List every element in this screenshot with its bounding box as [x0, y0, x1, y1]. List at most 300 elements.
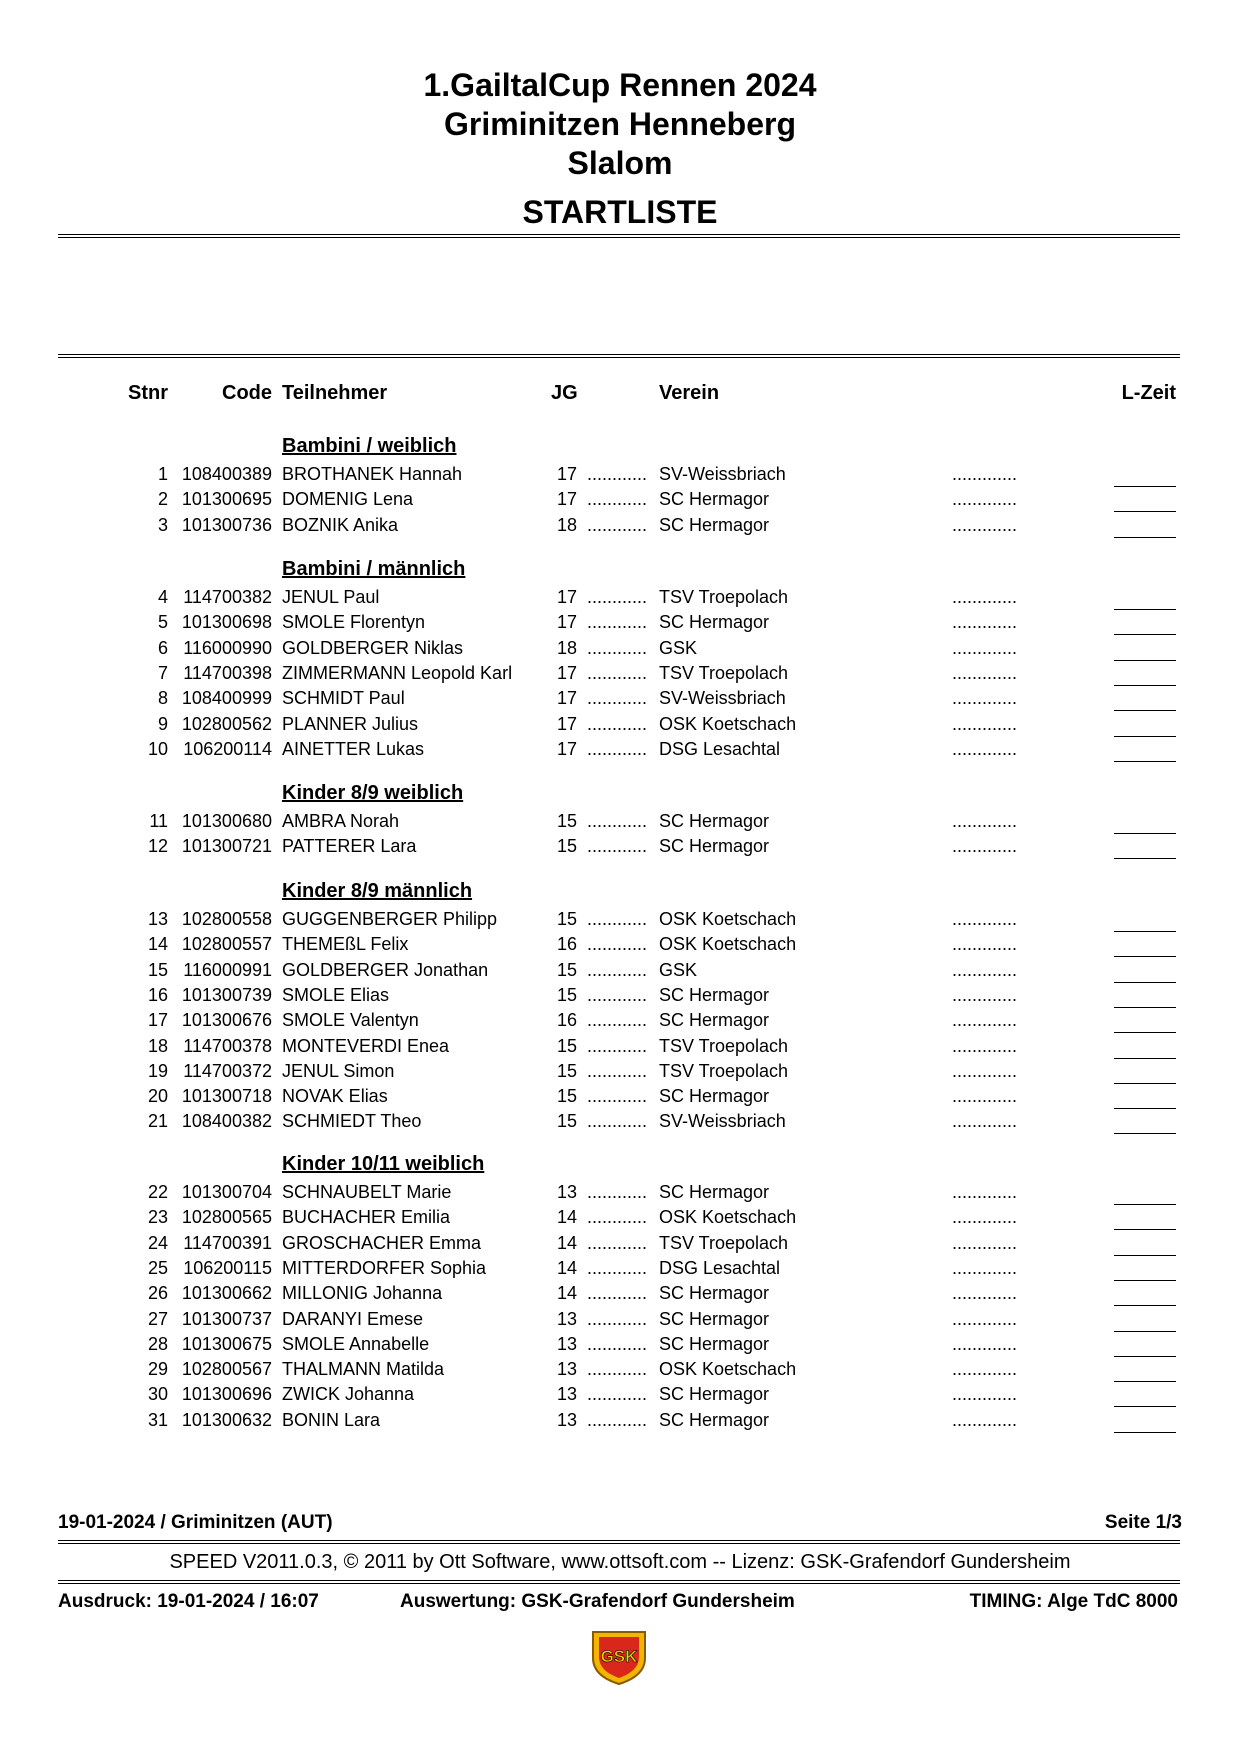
dots-filler: ............ [587, 637, 648, 658]
stnr-cell: 21 [147, 1111, 168, 1132]
jg-cell: 13 [557, 1182, 578, 1202]
code-cell: 116000990 [183, 637, 272, 658]
name-cell: PATTERER Lara [282, 836, 417, 857]
dots-filler: ............ [587, 1086, 648, 1107]
time-blank-line [1114, 1384, 1176, 1407]
table-row [0, 1182, 1240, 1207]
name-cell: SCHNAUBELT Marie [282, 1182, 452, 1202]
verein-cell: SC Hermagor [659, 1333, 770, 1354]
gsk-logo [587, 1628, 651, 1686]
footer-timing: TIMING: Alge TdC 8000 [969, 1591, 1178, 1612]
time-blank-line [1114, 1111, 1176, 1134]
dots-filler: ............ [587, 1384, 648, 1405]
dots-filler: ............ [587, 909, 648, 929]
stnr-cell: 27 [147, 1308, 168, 1329]
dots-filler: ............ [587, 811, 648, 831]
name-cell: SCHMIEDT Theo [282, 1111, 422, 1132]
table-row [0, 1207, 1240, 1232]
verein-cell: TSV Troepolach [659, 662, 789, 683]
code-cell: 102800565 [181, 1207, 272, 1228]
code-cell: 102800557 [181, 934, 272, 955]
verein-cell: TSV Troepolach [659, 1232, 789, 1253]
dots-filler: ............ [587, 1035, 648, 1056]
code-cell: 101300695 [181, 489, 272, 510]
table-row [0, 663, 1240, 688]
divider-table [58, 354, 1180, 358]
jg-cell: 13 [557, 1308, 578, 1329]
stnr-cell: 13 [147, 909, 168, 929]
dots-filler: ............. [952, 1207, 1018, 1228]
code-cell: 106200114 [183, 738, 272, 759]
stnr-cell: 8 [157, 688, 168, 709]
jg-cell: 14 [557, 1207, 578, 1228]
section-title: Kinder 8/9 männlich [282, 880, 473, 902]
time-blank-line [1114, 587, 1176, 610]
table-row [0, 1283, 1240, 1308]
time-blank-line [1114, 1410, 1176, 1433]
dots-filler: ............. [952, 1086, 1018, 1107]
code-cell: 101300675 [181, 1333, 272, 1354]
table-row [0, 1036, 1240, 1061]
dots-filler: ............ [587, 1182, 648, 1202]
time-blank-line [1114, 714, 1176, 737]
time-blank-line [1114, 1061, 1176, 1084]
code-cell: 101300739 [181, 984, 272, 1005]
name-cell: GOLDBERGER Niklas [282, 637, 464, 658]
verein-cell: SC Hermagor [659, 1182, 770, 1202]
col-header-lzeit: L-Zeit [1121, 382, 1176, 404]
code-cell: 101300737 [181, 1308, 272, 1329]
dots-filler: ............ [587, 713, 648, 734]
name-cell: MONTEVERDI Enea [282, 1035, 450, 1056]
dots-filler: ............. [952, 738, 1018, 759]
name-cell: GUGGENBERGER Philipp [282, 909, 498, 929]
jg-cell: 13 [557, 1333, 578, 1354]
code-cell: 114700382 [183, 587, 272, 607]
jg-cell: 15 [557, 811, 578, 831]
name-cell: BONIN Lara [282, 1409, 381, 1430]
table-row [0, 739, 1240, 764]
dots-filler: ............. [952, 1257, 1018, 1278]
footer-software: SPEED V2011.0.3, © 2011 by Ott Software, www.ottsoft.com -- Lizenz: GSK-Grafendorf Gundersheim [169, 1551, 1071, 1573]
code-cell: 101300696 [181, 1384, 272, 1405]
stnr-cell: 25 [147, 1257, 168, 1278]
verein-cell: OSK Koetschach [659, 1207, 797, 1228]
time-blank-line [1114, 836, 1176, 859]
stnr-cell: 17 [147, 1010, 168, 1031]
verein-cell: SC Hermagor [659, 489, 770, 510]
dots-filler: ............ [587, 1409, 648, 1430]
time-blank-line [1114, 663, 1176, 686]
dots-filler: ............ [587, 934, 648, 955]
code-cell: 108400382 [181, 1111, 272, 1132]
time-blank-line [1114, 1233, 1176, 1256]
name-cell: AINETTER Lukas [282, 738, 425, 759]
dots-filler: ............. [952, 1283, 1018, 1304]
name-cell: BOZNIK Anika [282, 514, 399, 535]
dots-filler: ............. [952, 909, 1018, 929]
col-header-jg: JG [551, 382, 578, 404]
table-row [0, 811, 1240, 836]
verein-cell: SC Hermagor [659, 1086, 770, 1107]
dots-filler: ............ [587, 612, 648, 633]
stnr-cell: 28 [147, 1333, 168, 1354]
verein-cell: SC Hermagor [659, 984, 770, 1005]
code-cell: 108400389 [181, 464, 272, 484]
dots-filler: ............ [587, 1283, 648, 1304]
stnr-cell: 24 [147, 1232, 168, 1253]
dots-filler: ............. [952, 637, 1018, 658]
table-row [0, 714, 1240, 739]
table-row [0, 1309, 1240, 1334]
dots-filler: ............. [952, 811, 1018, 831]
table-row [0, 1410, 1240, 1435]
verein-cell: DSG Lesachtal [659, 1257, 781, 1278]
name-cell: JENUL Paul [282, 587, 380, 607]
code-cell: 101300662 [181, 1283, 272, 1304]
stnr-cell: 5 [157, 612, 168, 633]
table-row [0, 1359, 1240, 1384]
time-blank-line [1114, 1086, 1176, 1109]
time-blank-line [1114, 1182, 1176, 1205]
stnr-cell: 31 [147, 1409, 168, 1430]
name-cell: SCHMIDT Paul [282, 688, 405, 709]
stnr-cell: 30 [147, 1384, 168, 1405]
time-blank-line [1114, 612, 1176, 635]
time-blank-line [1114, 688, 1176, 711]
code-cell: 101300632 [181, 1409, 272, 1430]
dots-filler: ............. [952, 514, 1018, 535]
verein-cell: SC Hermagor [659, 1308, 770, 1329]
verein-cell: SV-Weissbriach [659, 1111, 786, 1132]
stnr-cell: 6 [157, 637, 168, 658]
jg-cell: 18 [557, 637, 578, 658]
dots-filler: ............ [587, 1232, 648, 1253]
dots-filler: ............ [587, 587, 648, 607]
dots-filler: ............. [952, 1111, 1018, 1132]
name-cell: PLANNER Julius [282, 713, 419, 734]
verein-cell: OSK Koetschach [659, 713, 797, 734]
stnr-cell: 4 [157, 587, 168, 607]
dots-filler: ............. [952, 1010, 1018, 1031]
dots-filler: ............ [587, 662, 648, 683]
dots-filler: ............. [952, 1308, 1018, 1329]
stnr-cell: 9 [157, 713, 168, 734]
verein-cell: SC Hermagor [659, 612, 770, 633]
stnr-cell: 11 [149, 811, 168, 831]
dots-filler: ............ [587, 1207, 648, 1228]
verein-cell: DSG Lesachtal [659, 738, 781, 759]
dots-filler: ............ [587, 464, 648, 484]
footer-evaluation: Auswertung: GSK-Grafendorf Gundersheim [400, 1591, 795, 1612]
name-cell: ZWICK Johanna [282, 1384, 415, 1405]
verein-cell: SC Hermagor [659, 811, 770, 831]
verein-cell: SC Hermagor [659, 514, 770, 535]
dots-filler: ............. [952, 1035, 1018, 1056]
table-row [0, 1061, 1240, 1086]
code-cell: 102800567 [181, 1359, 272, 1380]
code-cell: 101300698 [181, 612, 272, 633]
verein-cell: OSK Koetschach [659, 909, 797, 929]
section-title: Kinder 10/11 weiblich [282, 1153, 485, 1175]
divider-footer-2 [58, 1580, 1180, 1584]
code-cell: 114700378 [183, 1035, 272, 1056]
stnr-cell: 7 [157, 662, 168, 683]
dots-filler: ............. [952, 1333, 1018, 1354]
name-cell: THALMANN Matilda [282, 1359, 445, 1380]
jg-cell: 16 [557, 934, 578, 955]
title-line-2: Griminitzen Henneberg [443, 106, 797, 142]
col-header-code: Code [222, 382, 272, 404]
dots-filler: ............ [587, 984, 648, 1005]
verein-cell: TSV Troepolach [659, 587, 789, 607]
time-blank-line [1114, 1334, 1176, 1357]
time-blank-line [1114, 739, 1176, 762]
section-title: Kinder 8/9 weiblich [282, 782, 464, 804]
name-cell: THEMEßL Felix [282, 934, 409, 955]
col-header-verein: Verein [659, 382, 720, 404]
table-row [0, 1258, 1240, 1283]
verein-cell: OSK Koetschach [659, 934, 797, 955]
dots-filler: ............ [587, 738, 648, 759]
footer-printout: Ausdruck: 19-01-2024 / 16:07 [58, 1591, 319, 1612]
name-cell: MILLONIG Johanna [282, 1283, 443, 1304]
table-row [0, 1334, 1240, 1359]
dots-filler: ............ [587, 1010, 648, 1031]
stnr-cell: 16 [147, 984, 168, 1005]
table-row [0, 1233, 1240, 1258]
dots-filler: ............ [587, 688, 648, 709]
dots-filler: ............ [587, 959, 648, 980]
stnr-cell: 3 [157, 514, 168, 535]
name-cell: DARANYI Emese [282, 1308, 424, 1329]
footer-date-place: 19-01-2024 / Griminitzen (AUT) [58, 1512, 333, 1533]
time-blank-line [1114, 638, 1176, 661]
dots-filler: ............ [587, 1111, 648, 1132]
col-header-stnr: Stnr [128, 382, 168, 404]
verein-cell: SC Hermagor [659, 1010, 770, 1031]
jg-cell: 16 [557, 1010, 578, 1031]
dots-filler: ............ [587, 1060, 648, 1081]
name-cell: SMOLE Annabelle [282, 1333, 430, 1354]
time-blank-line [1114, 1207, 1176, 1230]
stnr-cell: 26 [147, 1283, 168, 1304]
code-cell: 101300676 [181, 1010, 272, 1031]
dots-filler: ............. [952, 1060, 1018, 1081]
name-cell: JENUL Simon [282, 1060, 395, 1081]
verein-cell: GSK [659, 959, 698, 980]
code-cell: 106200115 [183, 1257, 272, 1278]
table-row [0, 960, 1240, 985]
dots-filler: ............. [952, 1182, 1018, 1202]
stnr-cell: 22 [147, 1182, 168, 1202]
time-blank-line [1114, 1036, 1176, 1059]
time-blank-line [1114, 464, 1176, 487]
dots-filler: ............. [952, 713, 1018, 734]
stnr-cell: 15 [147, 959, 168, 980]
stnr-cell: 1 [157, 464, 168, 484]
name-cell: SMOLE Florentyn [282, 612, 426, 633]
section-title: Bambini / weiblich [282, 435, 457, 457]
dots-filler: ............. [952, 836, 1018, 857]
name-cell: SMOLE Elias [282, 984, 390, 1005]
table-row [0, 836, 1240, 861]
stnr-cell: 12 [147, 836, 168, 857]
dots-filler: ............ [587, 836, 648, 857]
table-row [0, 688, 1240, 713]
jg-cell: 13 [557, 1359, 578, 1380]
time-blank-line [1114, 934, 1176, 957]
table-row [0, 1111, 1240, 1136]
jg-cell: 15 [557, 909, 578, 929]
stnr-cell: 23 [147, 1207, 168, 1228]
dots-filler: ............. [952, 1359, 1018, 1380]
time-blank-line [1114, 960, 1176, 983]
stnr-cell: 18 [147, 1035, 168, 1056]
code-cell: 114700391 [183, 1232, 272, 1253]
stnr-cell: 20 [147, 1086, 168, 1107]
stnr-cell: 29 [147, 1359, 168, 1380]
jg-cell: 18 [557, 514, 578, 535]
dots-filler: ............. [952, 662, 1018, 683]
jg-cell: 15 [557, 836, 578, 857]
title-line-1: 1.GailtalCup Rennen 2024 [423, 67, 817, 103]
time-blank-line [1114, 1283, 1176, 1306]
dots-filler: ............. [952, 1409, 1018, 1430]
code-cell: 114700398 [183, 662, 272, 683]
dots-filler: ............. [952, 612, 1018, 633]
dots-filler: ............. [952, 587, 1018, 607]
dots-filler: ............ [587, 514, 648, 535]
dots-filler: ............ [587, 1333, 648, 1354]
jg-cell: 15 [557, 1035, 578, 1056]
jg-cell: 13 [557, 1384, 578, 1405]
table-row [0, 464, 1240, 489]
dots-filler: ............. [952, 688, 1018, 709]
section-title: Bambini / männlich [282, 558, 466, 580]
jg-cell: 15 [557, 959, 578, 980]
jg-cell: 14 [557, 1283, 578, 1304]
stnr-cell: 14 [147, 934, 168, 955]
time-blank-line [1114, 1010, 1176, 1033]
jg-cell: 14 [557, 1257, 578, 1278]
divider-footer-1 [58, 1540, 1180, 1544]
code-cell: 101300704 [181, 1182, 272, 1202]
time-blank-line [1114, 811, 1176, 834]
code-cell: 102800558 [181, 909, 272, 929]
verein-cell: GSK [659, 637, 698, 658]
divider-top [58, 234, 1180, 238]
dots-filler: ............ [587, 1308, 648, 1329]
table-row [0, 489, 1240, 514]
jg-cell: 17 [557, 688, 578, 709]
verein-cell: SC Hermagor [659, 1283, 770, 1304]
title-line-3: Slalom [567, 145, 673, 181]
dots-filler: ............ [587, 1359, 648, 1380]
dots-filler: ............. [952, 1384, 1018, 1405]
stnr-cell: 19 [147, 1060, 168, 1081]
verein-cell: SC Hermagor [659, 1384, 770, 1405]
code-cell: 101300721 [181, 836, 272, 857]
code-cell: 102800562 [181, 713, 272, 734]
dots-filler: ............. [952, 1232, 1018, 1253]
time-blank-line [1114, 1309, 1176, 1332]
footer-page-number: Seite 1/3 [1104, 1512, 1182, 1533]
verein-cell: TSV Troepolach [659, 1060, 789, 1081]
stnr-cell: 2 [157, 489, 168, 510]
verein-cell: SV-Weissbriach [659, 688, 786, 709]
jg-cell: 13 [557, 1409, 578, 1430]
time-blank-line [1114, 489, 1176, 512]
code-cell: 101300718 [181, 1086, 272, 1107]
name-cell: GROSCHACHER Emma [282, 1232, 482, 1253]
table-row [0, 515, 1240, 540]
name-cell: AMBRA Norah [282, 811, 400, 831]
jg-cell: 17 [557, 489, 578, 510]
time-blank-line [1114, 1258, 1176, 1281]
table-row [0, 909, 1240, 934]
dots-filler: ............. [952, 464, 1018, 484]
jg-cell: 17 [557, 662, 578, 683]
dots-filler: ............. [952, 934, 1018, 955]
table-row [0, 934, 1240, 959]
name-cell: SMOLE Valentyn [282, 1010, 419, 1031]
table-row [0, 985, 1240, 1010]
name-cell: ZIMMERMANN Leopold Karl [282, 662, 513, 683]
name-cell: DOMENIG Lena [282, 489, 414, 510]
code-cell: 101300680 [181, 811, 272, 831]
time-blank-line [1114, 985, 1176, 1008]
dots-filler: ............. [952, 984, 1018, 1005]
dots-filler: ............ [587, 1257, 648, 1278]
table-row [0, 1010, 1240, 1035]
dots-filler: ............. [952, 489, 1018, 510]
jg-cell: 15 [557, 1060, 578, 1081]
jg-cell: 17 [557, 587, 578, 607]
name-cell: NOVAK Elias [282, 1086, 388, 1107]
dots-filler: ............ [587, 489, 648, 510]
time-blank-line [1114, 1359, 1176, 1382]
code-cell: 101300736 [181, 514, 272, 535]
title-line-4: STARTLISTE [522, 194, 718, 230]
code-cell: 108400999 [181, 688, 272, 709]
svg-text:GSK: GSK [600, 1647, 638, 1666]
verein-cell: SC Hermagor [659, 1409, 770, 1430]
name-cell: BROTHANEK Hannah [282, 464, 463, 484]
jg-cell: 14 [557, 1232, 578, 1253]
verein-cell: SV-Weissbriach [659, 464, 786, 484]
jg-cell: 17 [557, 713, 578, 734]
table-row [0, 1384, 1240, 1409]
stnr-cell: 10 [147, 738, 168, 759]
name-cell: BUCHACHER Emilia [282, 1207, 451, 1228]
jg-cell: 17 [557, 738, 578, 759]
jg-cell: 17 [557, 612, 578, 633]
table-row [0, 1086, 1240, 1111]
code-cell: 116000991 [183, 959, 272, 980]
col-header-teilnehmer: Teilnehmer [282, 382, 388, 404]
verein-cell: SC Hermagor [659, 836, 770, 857]
code-cell: 114700372 [183, 1060, 272, 1081]
table-row [0, 638, 1240, 663]
table-row [0, 587, 1240, 612]
verein-cell: OSK Koetschach [659, 1359, 797, 1380]
jg-cell: 15 [557, 984, 578, 1005]
time-blank-line [1114, 909, 1176, 932]
jg-cell: 15 [557, 1111, 578, 1132]
time-blank-line [1114, 515, 1176, 538]
jg-cell: 17 [557, 464, 578, 484]
